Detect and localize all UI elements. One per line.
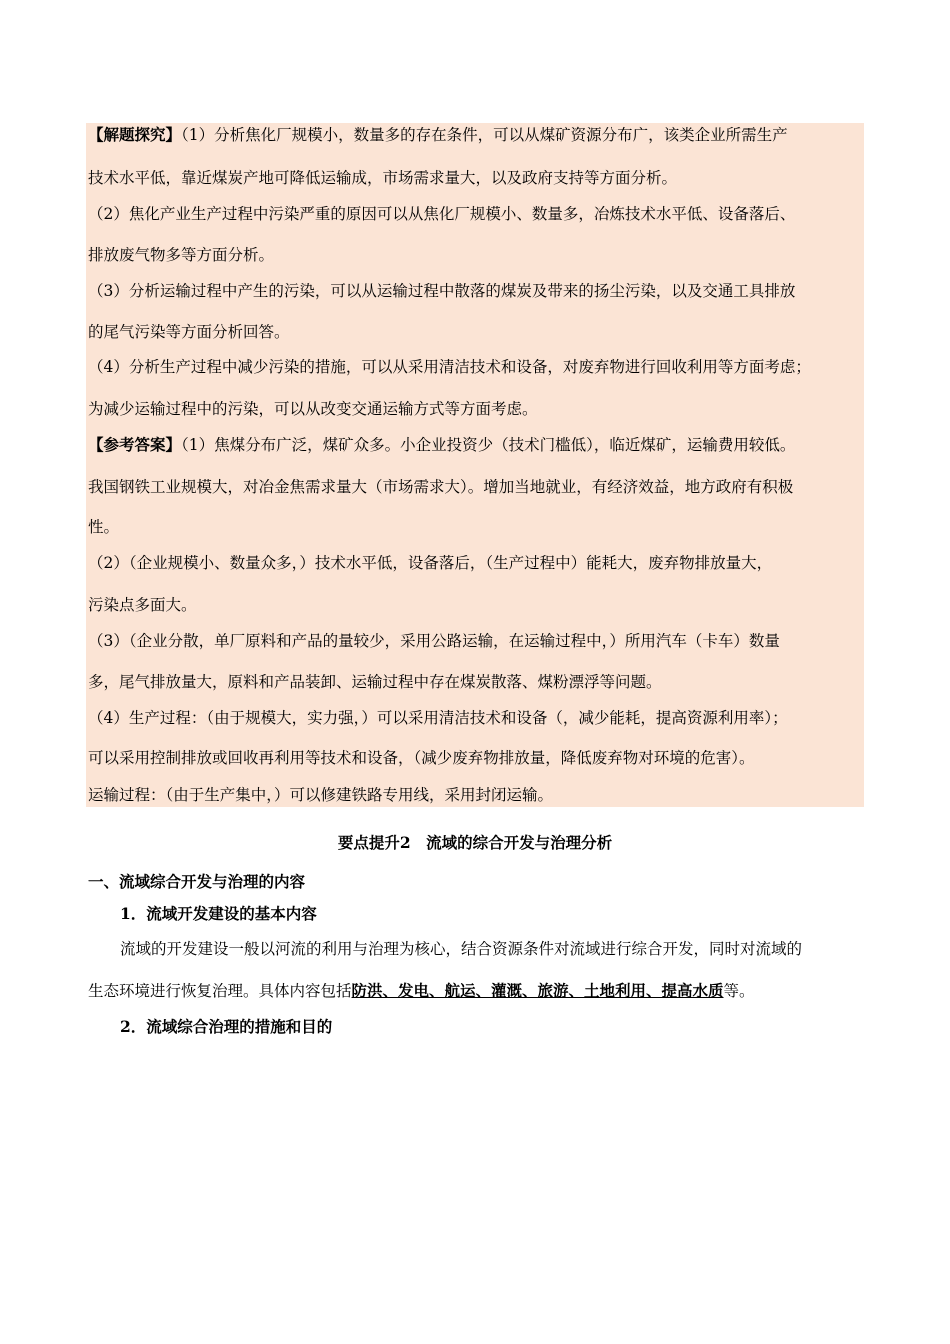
explore-line-7: （4）分析生产过程中减少污染的措施，可以从采用清洁技术和设备，对废弃物进行回收利用等方面考虑； <box>88 358 811 376</box>
answer-line-2: 我国钢铁工业规模大，对冶金焦需求量大（市场需求大）。增加当地就业，有经济效益，地方政府有积极 <box>88 478 794 496</box>
para1-prefix: 生态环境进行恢复治理。具体内容包括 <box>88 982 352 1000</box>
explore-line-8: 为减少运输过程中的污染，可以从改变交通运输方式等方面考虑。 <box>88 400 538 418</box>
part1-heading: 一、流域综合开发与治理的内容 <box>88 872 306 891</box>
answer-line-6: （3）（企业分散，单厂原料和产品的量较少，采用公路运输，在运输过程中，）所用汽车（卡车）数量 <box>88 632 780 650</box>
explore-line-2: 技术水平低，靠近煤炭产地可降低运输成，市场需求量大，以及政府支持等方面分析。 <box>88 169 678 187</box>
explore-line-3: （2）焦化产业生产过程中污染严重的原因可以从焦化厂规模小、数量多，冶炼技术水平低、设备落后、 <box>88 205 796 223</box>
sub2-heading: 2．流域综合治理的措施和目的 <box>120 1017 333 1036</box>
answer-label: 【参考答案】 <box>88 435 182 454</box>
para1-line-1: 流域的开发建设一般以河流的利用与治理为核心，结合资源条件对流域进行综合开发，同时对流域的 <box>120 940 803 958</box>
explore-line-5: （3）分析运输过程中产生的污染，可以从运输过程中散落的煤炭及带来的扬尘污染，以及交通工具排放 <box>88 282 796 300</box>
explore-line-6: 的尾气污染等方面分析回答。 <box>88 323 290 341</box>
explore-label: 【解题探究】 <box>88 125 182 144</box>
answer-line-5: 污染点多面大。 <box>88 596 197 614</box>
answer-line-10: 运输过程：（由于生产集中，）可以修建铁路专用线，采用封闭运输。 <box>88 786 554 804</box>
para1-keywords: 防洪、发电、航运、灌溉、旅游、土地利用、提高水质 <box>351 981 724 1000</box>
answer-highlight-box <box>86 123 864 807</box>
answer-line-8: （4）生产过程：（由于规模大，实力强，）可以采用清洁技术和设备（，减少能耗，提高资源利用率）； <box>88 709 788 727</box>
answer-line-3: 性。 <box>88 518 120 536</box>
answer-line-4: （2）（企业规模小、数量众多，）技术水平低，设备落后，（生产过程中）能耗大，废弃物排放量大， <box>88 554 773 572</box>
explore-line-1 <box>88 124 788 146</box>
section-title: 要点提升2 流域的综合开发与治理分析 <box>337 833 613 852</box>
explore-text-1: （1）分析焦化厂规模小，数量多的存在条件，可以从煤矿资源分布广，该类企业所需生产 <box>181 126 788 144</box>
sub1-heading: 1．流域开发建设的基本内容 <box>120 904 317 923</box>
para1-suffix: 等。 <box>723 982 755 1000</box>
answer-line-7: 多，尾气排放量大，原料和产品装卸、运输过程中存在煤炭散落、煤粉漂浮等问题。 <box>88 673 662 691</box>
para1-line-2 <box>88 980 755 1002</box>
answer-line-1 <box>88 434 795 456</box>
answer-text-1: （1）焦煤分布广泛，煤矿众多。小企业投资少（技术门槛低），临近煤矿，运输费用较低。 <box>181 436 796 454</box>
explore-line-4: 排放废气物多等方面分析。 <box>88 246 275 264</box>
answer-line-9: 可以采用控制排放或回收再利用等技术和设备，（减少废弃物排放量，降低废弃物对环境的危害）。 <box>88 749 755 767</box>
